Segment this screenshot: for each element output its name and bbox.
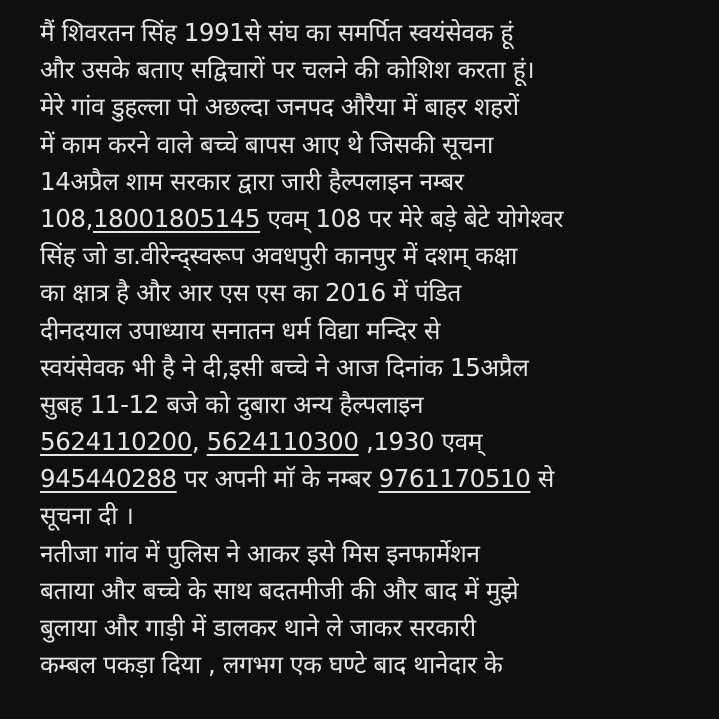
line-prefix: 108,	[40, 203, 93, 233]
text-line: सिंह जो डा.वीरेन्द्स्वरूप अवधपुरी कानपुर में दशम् कक्षा	[40, 241, 517, 271]
line-middle: पर अपनी माॅ के नम्बर	[176, 464, 379, 494]
text-line: 14अप्रैल शाम सरकार द्वारा जारी हैल्पलाइन नम्बर	[40, 166, 464, 196]
text-line: बुलाया और गाड़ी में डालकर थाने ले जाकर सरकारी	[40, 613, 476, 642]
post-text	[40, 14, 712, 683]
text-line: मैं शिवरतन सिंह 1991से संघ का समर्पित स्वयंसेवक हूं	[40, 18, 514, 47]
text-line: में काम करने वाले बच्चे बापस आए थे जिसकी सूचना	[40, 129, 493, 159]
phone-link[interactable]: 18001805145	[92, 203, 261, 233]
text-line: बताया और बच्चे के साथ बदतमीजी की और बाद में मुझे	[40, 575, 519, 605]
text-line: दीनदयाल उपाध्याय सनातन धर्म विद्या मन्दिर से	[40, 315, 441, 345]
phone-link[interactable]: 945440288	[40, 464, 177, 494]
text-line: मेरे गांव डुहल्ला पो अछल्दा जनपद औरैया में बाहर शहरों	[40, 92, 519, 122]
text-line	[40, 200, 712, 237]
text-line	[40, 460, 712, 497]
phone-link[interactable]: 5624110200	[40, 427, 192, 457]
phone-link[interactable]: 9761170510	[378, 464, 531, 494]
line-suffix: ,1930 एवम्	[358, 427, 483, 457]
text-line: नतीजा गांव में पुलिस ने आकर इसे मिस इनफार्मेशन	[40, 538, 480, 568]
text-line: स्वयंसेवक भी है ने दी,इसी बच्चे ने आज दिनांक 15अप्रैल	[40, 352, 529, 382]
text-line: सुबह 11-12 बजे को दुबारा अन्य हैल्पलाइन	[40, 389, 424, 419]
line-suffix: एवम् 108 पर मेरे बड़े बेटे योगेश्वर	[260, 203, 564, 233]
text-line	[40, 423, 712, 460]
text-line: और उसके बताए सद्विचारों पर चलने की कोशिश करता हूं।	[40, 55, 535, 85]
text-line: का क्षात्र है और आर एस एस का 2016 में पंडित	[40, 278, 461, 308]
line-suffix: से	[530, 464, 554, 494]
text-line: सूचना दी ।	[40, 501, 134, 531]
text-line: कम्बल पकड़ा दिया , लगभग एक घण्टे बाद थानेदार के	[40, 650, 503, 680]
phone-link[interactable]: 5624110300	[206, 427, 359, 457]
separator: ,	[191, 427, 207, 457]
